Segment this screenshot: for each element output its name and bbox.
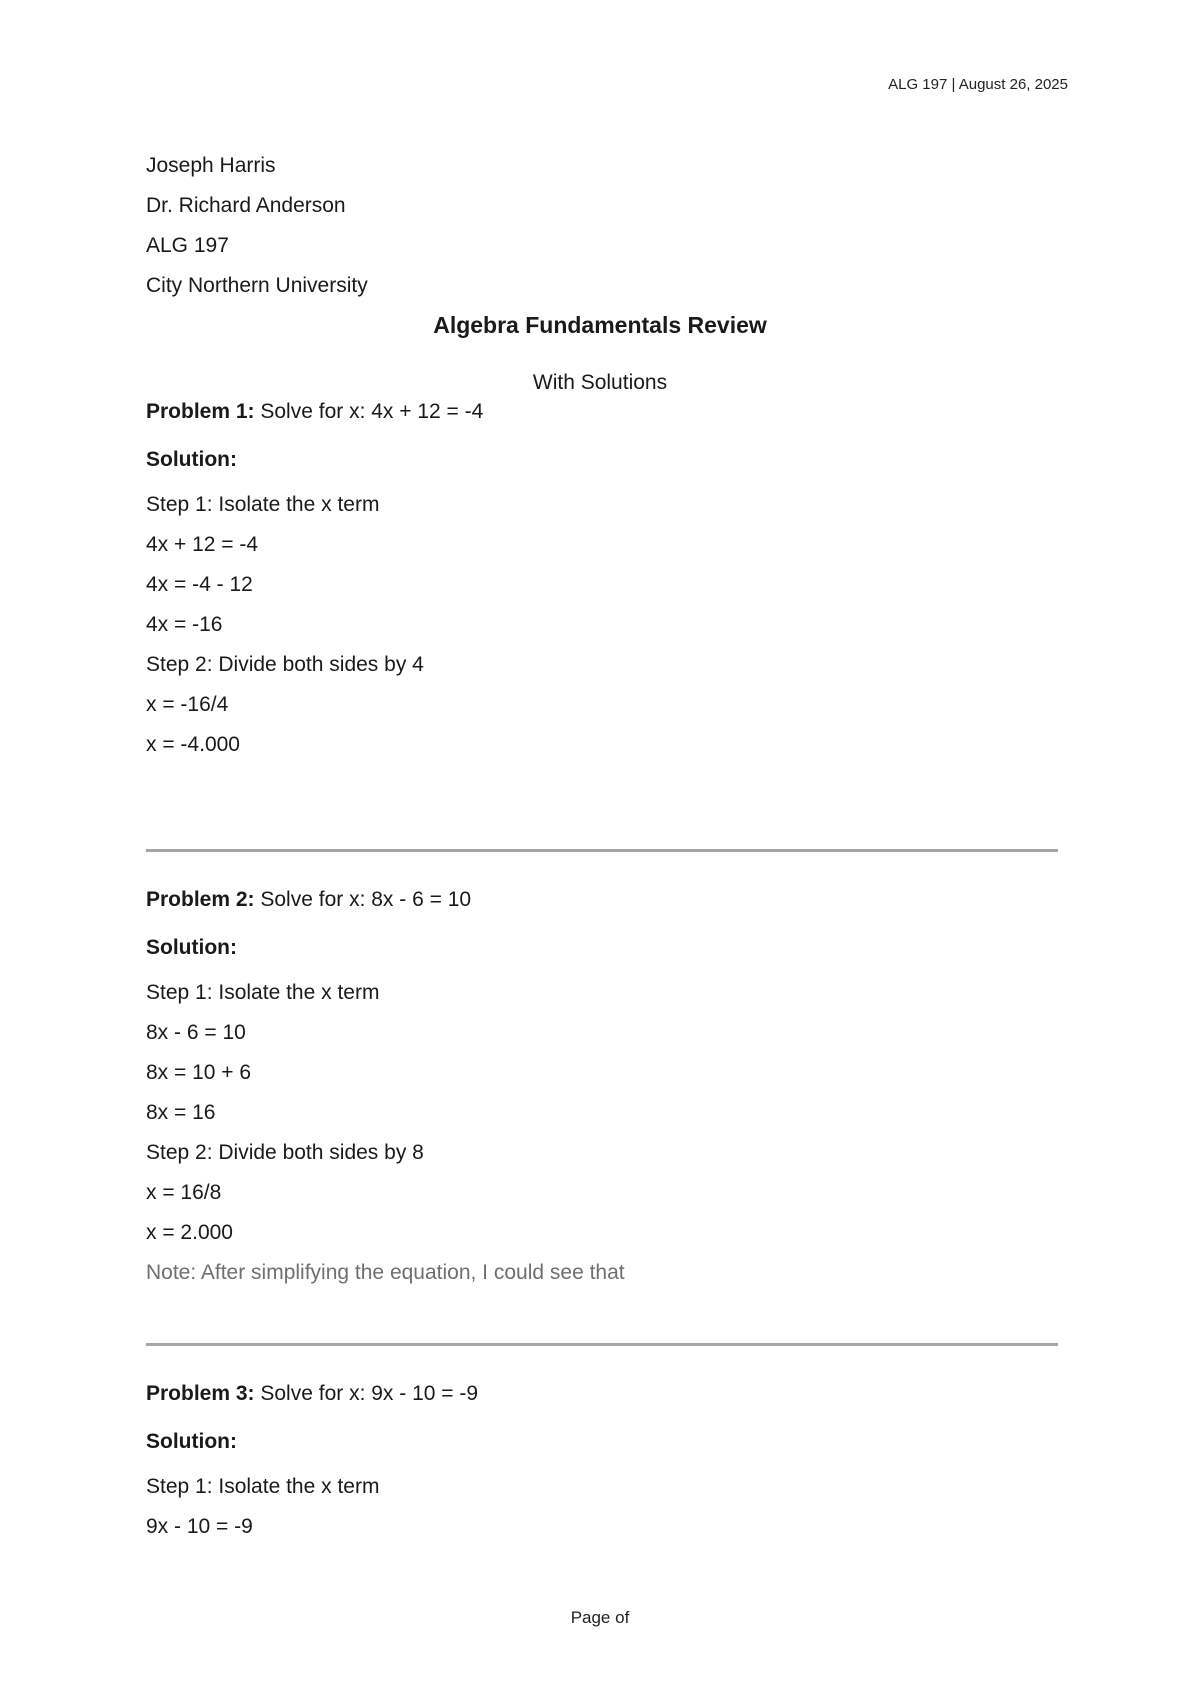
problem-label: Problem 2:	[146, 888, 255, 911]
solution-line: 4x + 12 = -4	[146, 533, 259, 556]
solution-line: 8x = 10 + 6	[146, 1061, 252, 1084]
solution-line: 8x = 16	[146, 1101, 216, 1124]
section-divider	[146, 1343, 1058, 1346]
problem-3	[146, 1379, 1058, 1547]
problem-prompt: Solve for x: 9x - 10 = -9	[254, 1382, 479, 1405]
solution-line: 4x = -4 - 12	[146, 573, 253, 596]
solution-line: Step 1: Isolate the x term	[146, 1475, 380, 1498]
solution-line: 9x - 10 = -9	[146, 1515, 253, 1538]
solution-line: x = 16/8	[146, 1181, 222, 1204]
solution-label: Solution:	[146, 1430, 237, 1453]
solution-line: x = -4.000	[146, 733, 240, 756]
problem-heading	[146, 397, 1058, 427]
solution-label: Solution:	[146, 936, 237, 959]
instructor-name: Dr. Richard Anderson	[146, 194, 346, 217]
document-title: Algebra Fundamentals Review	[433, 312, 767, 338]
problem-2	[146, 885, 1058, 1293]
student-name: Joseph Harris	[146, 154, 276, 177]
problem-prompt: Solve for x: 4x + 12 = -4	[254, 400, 484, 423]
solution-line: Step 2: Divide both sides by 4	[146, 653, 424, 676]
author-block	[146, 146, 1058, 306]
solution-note: Note: After simplifying the equation, I could see that	[146, 1261, 625, 1284]
page-header: ALG 197 | August 26, 2025	[888, 76, 1068, 93]
document-subtitle: With Solutions	[532, 371, 668, 394]
solution-line: 8x - 6 = 10	[146, 1021, 246, 1044]
solution-line: 4x = -16	[146, 613, 223, 636]
solution-line: x = 2.000	[146, 1221, 233, 1244]
solution-label: Solution:	[146, 448, 237, 471]
solution-line: Step 2: Divide both sides by 8	[146, 1141, 424, 1164]
course-code: ALG 197	[146, 234, 229, 257]
solution-line: Step 1: Isolate the x term	[146, 981, 380, 1004]
problem-label: Problem 3:	[146, 1382, 255, 1405]
solution-line: x = -16/4	[146, 693, 229, 716]
institution-name: City Northern University	[146, 274, 368, 297]
solution-line: Step 1: Isolate the x term	[146, 493, 380, 516]
problem-1	[146, 397, 1058, 765]
section-divider	[146, 849, 1058, 852]
problem-prompt: Solve for x: 8x - 6 = 10	[254, 888, 472, 911]
problem-heading	[146, 1379, 1058, 1409]
problem-label: Problem 1:	[146, 400, 255, 423]
problem-heading	[146, 885, 1058, 915]
page-footer: Page of	[570, 1608, 630, 1627]
